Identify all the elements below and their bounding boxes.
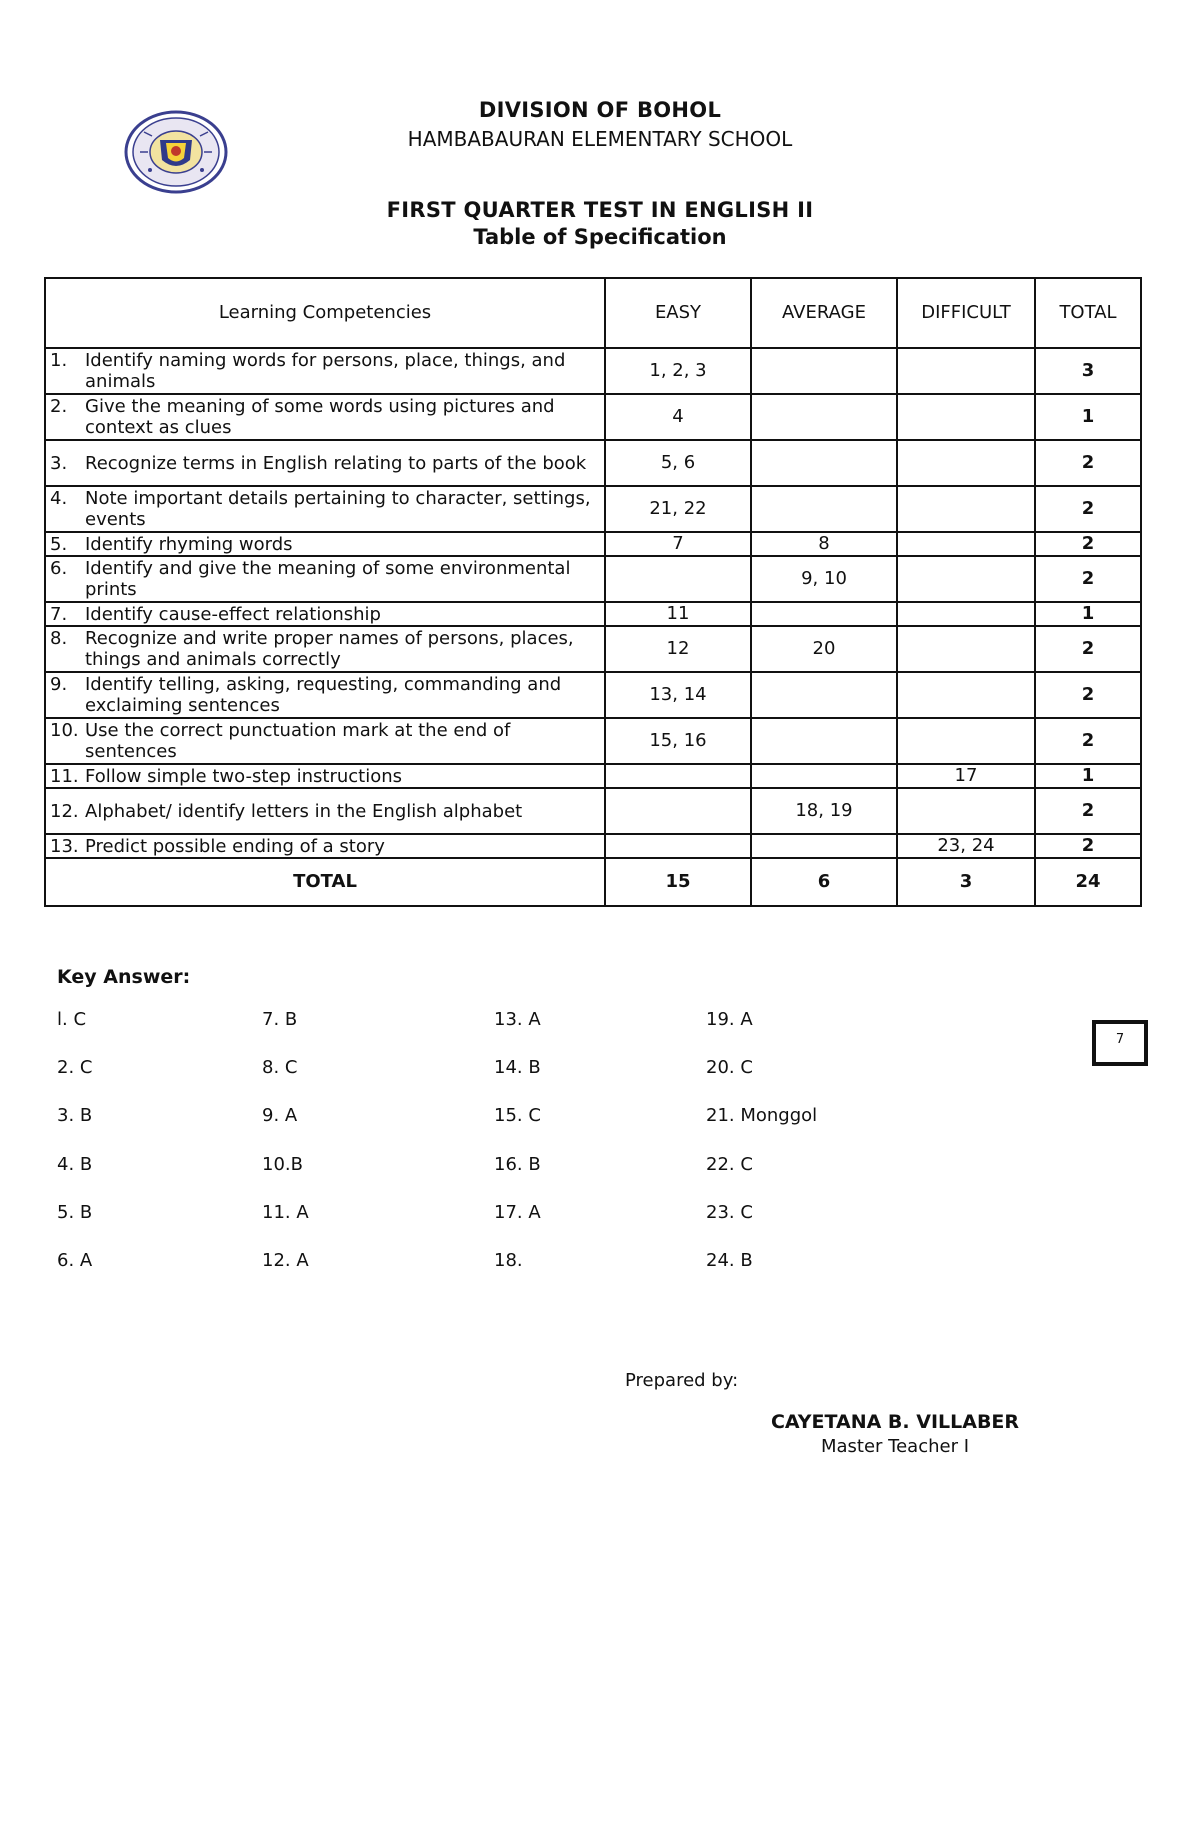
key-answer-item: 3. B (57, 1105, 93, 1127)
easy-items: 12 (605, 626, 751, 672)
header-easy: EASY (605, 278, 751, 348)
table-row (45, 348, 1141, 394)
competency-cell (45, 834, 605, 858)
competency-text: Identify rhyming words (85, 533, 293, 555)
competency-text: Identify telling, asking, requesting, commanding and exclaiming sentences (85, 674, 562, 716)
key-answer-item: 23. C (706, 1201, 753, 1223)
table-row (45, 788, 1141, 834)
key-answer-item: 19. A (706, 1009, 753, 1030)
average-items (751, 348, 897, 394)
difficult-items (897, 556, 1035, 602)
easy-items (605, 556, 751, 602)
competency-cell (45, 788, 605, 834)
easy-items: 4 (605, 394, 751, 440)
table-row (45, 532, 1141, 556)
easy-items (605, 834, 751, 858)
competency-number: 10. (50, 720, 79, 741)
total-difficult: 3 (897, 858, 1035, 906)
row-total: 2 (1035, 532, 1141, 556)
key-answer-item: 4. B (57, 1153, 93, 1175)
key-answer-title: Key Answer: (57, 966, 191, 988)
difficult-items: 23, 24 (897, 834, 1035, 858)
average-items: 18, 19 (751, 788, 897, 834)
total-total: 24 (1035, 858, 1141, 906)
competency-cell (45, 440, 605, 486)
key-answer-item: 24. B (706, 1250, 753, 1271)
difficult-items (897, 672, 1035, 718)
competency-text: Give the meaning of some words using pictures and context as clues (85, 396, 555, 438)
difficult-items (897, 348, 1035, 394)
average-items (751, 486, 897, 532)
competency-number: 3. (50, 452, 68, 474)
key-answer-item: l. C (57, 1009, 87, 1030)
competency-number: 4. (50, 488, 68, 509)
competency-number: 5. (50, 533, 68, 555)
difficult-items (897, 394, 1035, 440)
key-answer-item: 8. C (262, 1057, 298, 1079)
competency-number: 1. (50, 350, 68, 371)
easy-items (605, 788, 751, 834)
competency-number: 7. (50, 603, 68, 625)
easy-items (605, 764, 751, 788)
average-items (751, 602, 897, 626)
average-items: 8 (751, 532, 897, 556)
competency-cell (45, 602, 605, 626)
preparer-name: CAYETANA B. VILLABER (770, 1411, 1020, 1433)
competency-cell (45, 348, 605, 394)
easy-items: 5, 6 (605, 440, 751, 486)
competency-text: Note important details pertaining to character, settings, events (85, 488, 591, 530)
row-total: 1 (1035, 394, 1141, 440)
row-total: 2 (1035, 718, 1141, 764)
table-row (45, 394, 1141, 440)
difficult-items (897, 602, 1035, 626)
competency-text: Recognize and write proper names of persons, places, things and animals correctly (85, 628, 574, 670)
easy-items: 11 (605, 602, 751, 626)
row-total: 1 (1035, 602, 1141, 626)
competency-number: 11. (50, 765, 79, 787)
difficult-items (897, 718, 1035, 764)
competency-text: Alphabet/ identify letters in the English alphabet (85, 800, 523, 822)
competency-number: 6. (50, 558, 68, 579)
division-name: DIVISION OF BOHOL (478, 98, 722, 122)
score-box-value: 7 (1115, 1032, 1125, 1047)
competency-cell (45, 532, 605, 556)
competency-cell (45, 394, 605, 440)
key-answer-item: 20. C (706, 1057, 753, 1079)
easy-items: 13, 14 (605, 672, 751, 718)
competency-text: Identify naming words for persons, place, things, and animals (85, 350, 566, 392)
average-items (751, 672, 897, 718)
total-easy: 15 (605, 858, 751, 906)
total-label: TOTAL (45, 858, 605, 906)
average-items: 20 (751, 626, 897, 672)
average-items (751, 764, 897, 788)
row-total: 2 (1035, 672, 1141, 718)
key-answer-item: 7. B (262, 1009, 298, 1030)
competency-cell (45, 672, 605, 718)
average-items (751, 394, 897, 440)
table-row (45, 556, 1141, 602)
difficult-items (897, 788, 1035, 834)
competency-text: Predict possible ending of a story (85, 835, 385, 857)
competency-number: 8. (50, 628, 68, 649)
test-title: FIRST QUARTER TEST IN ENGLISH II (386, 198, 814, 222)
competency-text: Identify cause-effect relationship (85, 603, 381, 625)
key-answer-item: 22. C (706, 1153, 753, 1175)
row-total: 3 (1035, 348, 1141, 394)
difficult-items (897, 440, 1035, 486)
competency-cell (45, 486, 605, 532)
row-total: 2 (1035, 486, 1141, 532)
easy-items: 21, 22 (605, 486, 751, 532)
easy-items: 15, 16 (605, 718, 751, 764)
competency-number: 12. (50, 800, 79, 822)
key-answer-item: 21. Monggol (706, 1105, 818, 1127)
prepared-by-label: Prepared by: (625, 1370, 739, 1391)
key-answer-item: 15. C (494, 1105, 541, 1127)
row-total: 2 (1035, 626, 1141, 672)
competency-text: Recognize terms in English relating to parts of the book (85, 452, 587, 474)
key-answer-item: 2. C (57, 1057, 93, 1079)
key-answer-item: 12. A (262, 1250, 309, 1271)
header-average: AVERAGE (751, 278, 897, 348)
competency-number: 9. (50, 674, 68, 695)
row-total: 2 (1035, 556, 1141, 602)
competency-number: 13. (50, 835, 79, 857)
average-items: 9, 10 (751, 556, 897, 602)
key-answer-item: 9. A (262, 1105, 298, 1127)
key-answer-item: 5. B (57, 1201, 93, 1223)
average-items (751, 834, 897, 858)
difficult-items (897, 486, 1035, 532)
total-row (45, 858, 1141, 906)
competency-text: Use the correct punctuation mark at the end of sentences (85, 720, 511, 762)
average-items (751, 718, 897, 764)
row-total: 2 (1035, 440, 1141, 486)
competency-text: Identify and give the meaning of some environmental prints (85, 558, 571, 600)
total-average: 6 (751, 858, 897, 906)
easy-items: 7 (605, 532, 751, 556)
table-row (45, 764, 1141, 788)
row-total: 1 (1035, 764, 1141, 788)
competency-cell (45, 556, 605, 602)
table-row (45, 440, 1141, 486)
competency-number: 2. (50, 396, 68, 417)
row-total: 2 (1035, 834, 1141, 858)
table-row (45, 626, 1141, 672)
key-answer-item: 14. B (494, 1057, 541, 1079)
key-answer-item: 6. A (57, 1250, 93, 1271)
header-total: TOTAL (1035, 278, 1141, 348)
header-difficult: DIFFICULT (897, 278, 1035, 348)
key-answer-item: 17. A (494, 1201, 541, 1223)
difficult-items: 17 (897, 764, 1035, 788)
preparer-role: Master Teacher I (820, 1436, 970, 1457)
competency-cell (45, 764, 605, 788)
table-row (45, 834, 1141, 858)
deped-seal-logo (124, 110, 228, 194)
header-learning-competencies: Learning Competencies (45, 278, 605, 348)
key-answer-item: 11. A (262, 1201, 309, 1223)
key-answer-item: 13. A (494, 1009, 541, 1030)
row-total: 2 (1035, 788, 1141, 834)
score-box (1092, 1020, 1148, 1066)
school-name: HAMBABAURAN ELEMENTARY SCHOOL (407, 127, 793, 151)
competency-cell (45, 718, 605, 764)
table-row (45, 486, 1141, 532)
difficult-items (897, 532, 1035, 556)
table-row (45, 718, 1141, 764)
competency-cell (45, 626, 605, 672)
test-subtitle: Table of Specification (473, 225, 727, 249)
key-answer-item: 18. (494, 1250, 523, 1271)
table-of-specification (44, 277, 1142, 907)
average-items (751, 440, 897, 486)
key-answer-item: 16. B (494, 1153, 541, 1175)
table-row (45, 672, 1141, 718)
table-row (45, 602, 1141, 626)
difficult-items (897, 626, 1035, 672)
key-answer-item: 10.B (262, 1153, 303, 1175)
competency-text: Follow simple two-step instructions (85, 765, 403, 787)
easy-items: 1, 2, 3 (605, 348, 751, 394)
